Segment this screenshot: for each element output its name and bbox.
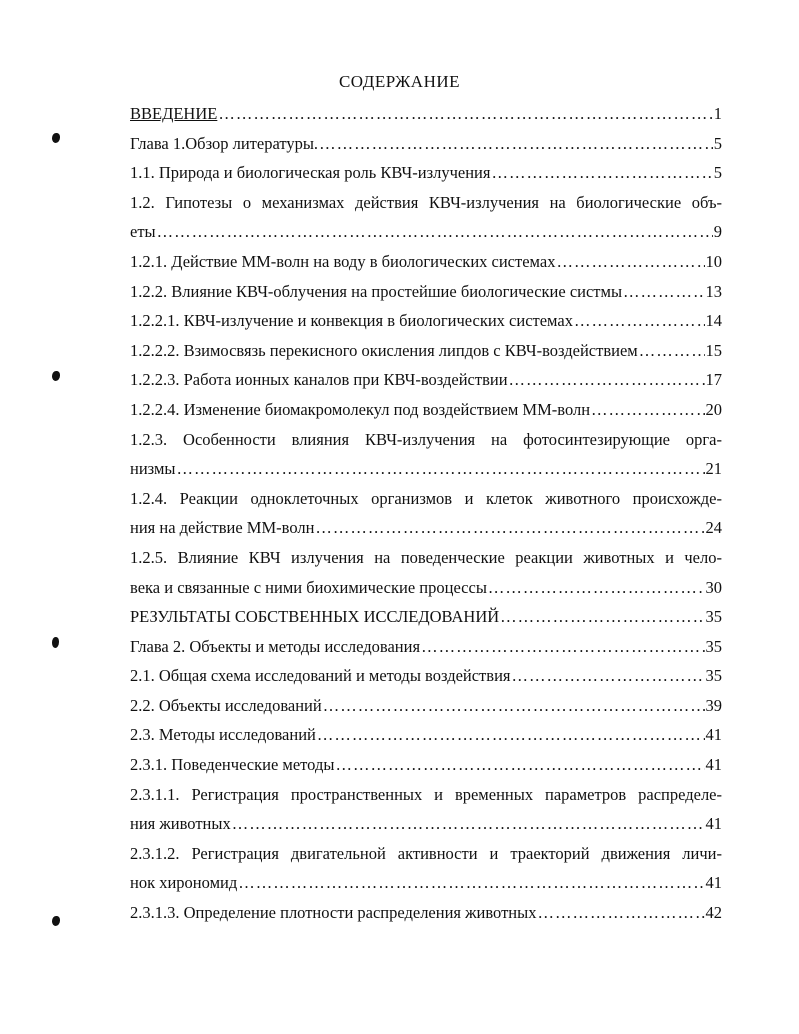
scan-speck-mark xyxy=(52,371,60,381)
toc-entry-title-line2: ния животных xyxy=(130,814,231,834)
toc-leader-dots xyxy=(623,277,704,307)
toc-entry-title: РЕЗУЛЬТАТЫ СОБСТВЕННЫХ ИССЛЕДОВАНИЙ xyxy=(130,607,500,627)
toc-page-number: 24 xyxy=(705,518,722,538)
toc-page-number: 5 xyxy=(713,163,722,183)
toc-leader-dots xyxy=(491,158,712,188)
toc-page-number: 21 xyxy=(705,459,722,479)
toc-entry-title: 2.3.1. Поведенческие методы xyxy=(130,755,335,775)
toc-page-number: 20 xyxy=(705,399,722,419)
toc-leader-dots xyxy=(238,868,704,898)
toc-entry-title-line1: 1.2.5. Влияние КВЧ излучения на поведенческие реакции животных и чело- xyxy=(130,547,722,567)
page-title: СОДЕРЖАНИЕ xyxy=(338,72,461,91)
toc-entry-title-line1: 2.3.1.2. Регистрация двигательной активности и траекторий движения личи- xyxy=(130,843,722,863)
toc-page-number: 35 xyxy=(705,666,722,686)
scan-speck-mark xyxy=(52,916,60,926)
toc-page-number: 41 xyxy=(705,725,722,745)
toc-entry xyxy=(130,750,722,780)
toc-leader-dots xyxy=(537,898,704,928)
toc-entry xyxy=(130,573,722,603)
toc-page-number: 35 xyxy=(705,607,722,627)
toc-page-number: 30 xyxy=(705,577,722,597)
toc-entry xyxy=(130,336,722,366)
toc-entry-title-line1: 2.3.1.1. Регистрация пространственных и временных параметров распределе- xyxy=(130,784,722,804)
toc-leader-dots xyxy=(639,336,705,366)
toc-leader-dots xyxy=(509,365,705,395)
toc-entry-title: 1.2.2. Влияние КВЧ-облучения на простейшие биологические систмы xyxy=(130,281,623,301)
toc-entry-title-line2: нок хирономид xyxy=(130,873,238,893)
toc-leader-dots xyxy=(488,573,705,603)
toc-entry-title-line2: низмы xyxy=(130,459,176,479)
toc-entry xyxy=(130,898,722,928)
toc-entry-title: ВВЕДЕНИЕ xyxy=(130,104,218,123)
toc-entry xyxy=(130,632,722,662)
toc-leader-dots xyxy=(574,306,705,336)
toc-page-number: 42 xyxy=(705,903,722,923)
toc-page-number: 41 xyxy=(705,814,722,834)
toc-leader-dots xyxy=(218,99,712,129)
toc-page-number: 41 xyxy=(705,873,722,893)
toc-entry-introduction xyxy=(130,99,722,129)
toc-leader-dots xyxy=(157,217,713,247)
toc-page-number: 1 xyxy=(713,104,722,123)
toc-entry-title: 1.2.2.4. Изменение биомакромолекул под воздействием ММ-волн xyxy=(130,399,591,419)
toc-entry xyxy=(130,513,722,543)
toc-entry-title: 1.2.2.2. Взимосвязь перекисного окисления липдов с КВЧ-воздействием xyxy=(130,340,638,360)
toc-entry-title: 1.2.2.1. КВЧ-излучение и конвекция в биологических системах xyxy=(130,311,573,331)
toc-page-number: 9 xyxy=(713,222,722,242)
toc-entry-title: 1.2.2.3. Работа ионных каналов при КВЧ-воздействии xyxy=(130,370,508,390)
toc-entry-title: Глава 1.Обзор литературы. xyxy=(130,133,319,153)
toc-entry-title-line1: 1.2.3. Особенности влияния КВЧ-излучения на фотосинтезирующие орга- xyxy=(130,429,722,449)
toc-entry xyxy=(130,691,722,721)
toc-page-number: 5 xyxy=(713,133,722,153)
toc-entry xyxy=(130,247,722,277)
toc-entry-title: 2.3.1.3. Определение плотности распределения животных xyxy=(130,903,537,923)
toc-entry xyxy=(130,661,722,691)
toc-entry xyxy=(130,158,722,188)
toc-leader-dots xyxy=(315,513,704,543)
toc-entry xyxy=(130,365,722,395)
toc-entry-title: 2.3. Методы исследований xyxy=(130,725,316,745)
toc-page-number: 41 xyxy=(705,755,722,775)
toc-page-number: 39 xyxy=(705,695,722,715)
toc-leader-dots xyxy=(176,454,704,484)
toc-entry xyxy=(130,217,722,247)
toc-entry xyxy=(130,809,722,839)
toc-entry xyxy=(130,602,722,632)
toc-leader-dots xyxy=(323,691,705,721)
toc-entry-title: 1.2.1. Действие ММ-волн на воду в биологических системах xyxy=(130,251,556,271)
toc-entry-title: 2.1. Общая схема исследований и методы воздействия xyxy=(130,666,511,686)
toc-entry-title-line2: ния на действие ММ-волн xyxy=(130,518,315,538)
toc-entry xyxy=(130,720,722,750)
toc-entry xyxy=(130,277,722,307)
table-of-contents xyxy=(130,99,722,928)
toc-page-number: 10 xyxy=(705,251,722,271)
toc-entry-title-line2: еты xyxy=(130,222,156,242)
toc-entry-title-line1: 1.2.4. Реакции одноклеточных организмов и клеток животного происхожде- xyxy=(130,488,722,508)
toc-entry-title-line1: 1.2. Гипотезы о механизмах действия КВЧ-излучения на биологические объ- xyxy=(130,192,722,212)
toc-entry xyxy=(130,868,722,898)
toc-entry-title: 1.1. Природа и биологическая роль КВЧ-излучения xyxy=(130,163,491,183)
toc-entry-title: 2.2. Объекты исследований xyxy=(130,695,322,715)
toc-page-number: 35 xyxy=(705,636,722,656)
toc-entry-title-line2: века и связанные с ними биохимические процессы xyxy=(130,577,487,597)
toc-entry xyxy=(130,395,722,425)
toc-page-number: 15 xyxy=(705,340,722,360)
toc-entry xyxy=(130,129,722,159)
toc-leader-dots xyxy=(232,809,705,839)
toc-leader-dots xyxy=(511,661,704,691)
toc-page-number: 14 xyxy=(705,311,722,331)
toc-entry xyxy=(130,454,722,484)
toc-page-number: 17 xyxy=(705,370,722,390)
toc-leader-dots xyxy=(319,129,713,159)
scan-speck-mark xyxy=(52,637,59,648)
toc-leader-dots xyxy=(591,395,704,425)
toc-leader-dots xyxy=(421,632,704,662)
toc-entry xyxy=(130,306,722,336)
toc-leader-dots xyxy=(500,602,704,632)
toc-page-number: 13 xyxy=(705,281,722,301)
scan-speck-mark xyxy=(52,133,60,143)
toc-leader-dots xyxy=(317,720,705,750)
toc-leader-dots xyxy=(335,750,704,780)
toc-entry-title: Глава 2. Объекты и методы исследования xyxy=(130,636,421,656)
toc-leader-dots xyxy=(556,247,704,277)
